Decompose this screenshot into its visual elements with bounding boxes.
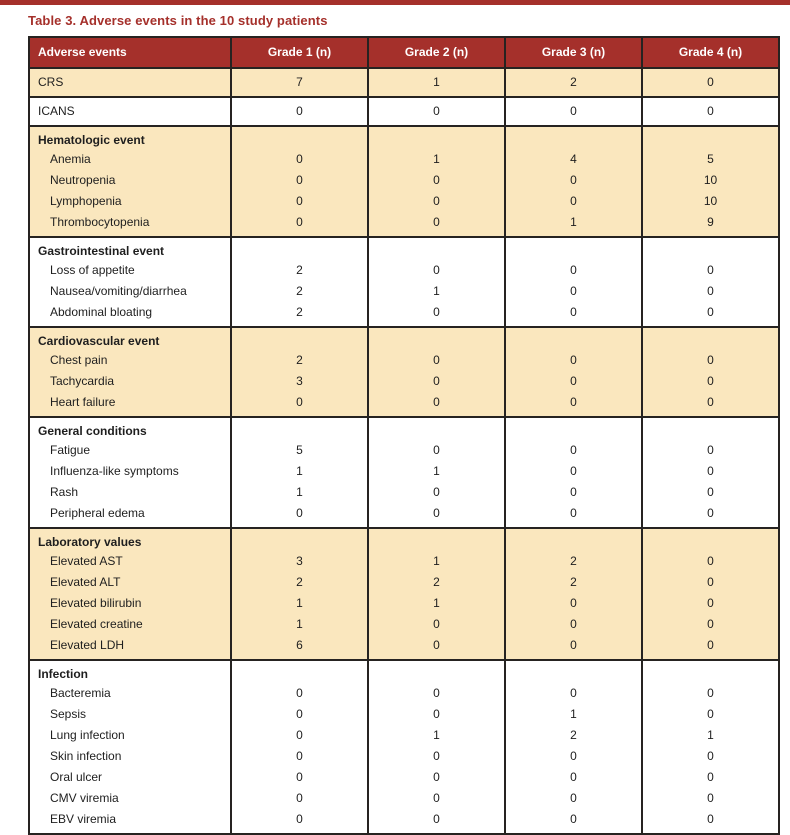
value-cell: 0 xyxy=(642,551,779,572)
value-cell: 2 xyxy=(231,281,368,302)
empty-value-cell xyxy=(505,660,642,683)
table-row xyxy=(29,212,779,237)
value-cell: 0 xyxy=(231,725,368,746)
table-row xyxy=(29,614,779,635)
value-cell: 0 xyxy=(642,260,779,281)
row-label-cell: Elevated creatine xyxy=(29,614,231,635)
value-cell: 0 xyxy=(505,788,642,809)
empty-value-cell xyxy=(231,417,368,440)
section-header-cell: Cardiovascular event xyxy=(29,327,231,350)
value-cell: 0 xyxy=(231,746,368,767)
section-header-row xyxy=(29,126,779,149)
value-cell: 1 xyxy=(368,593,505,614)
value-cell: 5 xyxy=(231,440,368,461)
empty-value-cell xyxy=(642,237,779,260)
row-label-cell: Elevated bilirubin xyxy=(29,593,231,614)
row-label-cell: Elevated AST xyxy=(29,551,231,572)
row-label-cell: Elevated ALT xyxy=(29,572,231,593)
value-cell: 1 xyxy=(368,68,505,97)
value-cell: 0 xyxy=(505,350,642,371)
empty-value-cell xyxy=(368,417,505,440)
empty-value-cell xyxy=(368,126,505,149)
table-row xyxy=(29,683,779,704)
value-cell: 1 xyxy=(231,482,368,503)
value-cell: 0 xyxy=(642,350,779,371)
value-cell: 0 xyxy=(505,260,642,281)
table-row xyxy=(29,68,779,97)
value-cell: 0 xyxy=(505,191,642,212)
value-cell: 0 xyxy=(231,767,368,788)
value-cell: 0 xyxy=(505,614,642,635)
value-cell: 0 xyxy=(642,68,779,97)
empty-value-cell xyxy=(368,528,505,551)
value-cell: 9 xyxy=(642,212,779,237)
value-cell: 0 xyxy=(231,212,368,237)
value-cell: 0 xyxy=(505,746,642,767)
top-red-strip xyxy=(0,0,790,5)
row-label-cell: Chest pain xyxy=(29,350,231,371)
value-cell: 0 xyxy=(642,746,779,767)
value-cell: 0 xyxy=(642,482,779,503)
section-header-cell: Hematologic event xyxy=(29,126,231,149)
value-cell: 0 xyxy=(642,572,779,593)
empty-value-cell xyxy=(505,237,642,260)
value-cell: 2 xyxy=(505,551,642,572)
empty-value-cell xyxy=(368,237,505,260)
value-cell: 0 xyxy=(505,482,642,503)
value-cell: 0 xyxy=(642,461,779,482)
column-header-cell: Grade 1 (n) xyxy=(231,37,368,68)
row-label-cell: CRS xyxy=(29,68,231,97)
value-cell: 0 xyxy=(642,281,779,302)
section-header-row xyxy=(29,417,779,440)
column-header-cell: Grade 4 (n) xyxy=(642,37,779,68)
value-cell: 0 xyxy=(505,767,642,788)
value-cell: 0 xyxy=(642,440,779,461)
value-cell: 0 xyxy=(505,461,642,482)
value-cell: 0 xyxy=(505,371,642,392)
table-row xyxy=(29,704,779,725)
empty-value-cell xyxy=(642,417,779,440)
row-label-cell: Heart failure xyxy=(29,392,231,417)
value-cell: 0 xyxy=(505,440,642,461)
value-cell: 2 xyxy=(231,350,368,371)
value-cell: 7 xyxy=(231,68,368,97)
value-cell: 1 xyxy=(505,704,642,725)
empty-value-cell xyxy=(642,528,779,551)
value-cell: 0 xyxy=(505,392,642,417)
value-cell: 0 xyxy=(231,704,368,725)
value-cell: 6 xyxy=(231,635,368,660)
row-label-cell: EBV viremia xyxy=(29,809,231,834)
empty-value-cell xyxy=(642,327,779,350)
empty-value-cell xyxy=(231,528,368,551)
value-cell: 1 xyxy=(368,725,505,746)
value-cell: 0 xyxy=(642,371,779,392)
section-header-cell: Gastrointestinal event xyxy=(29,237,231,260)
section-header-row xyxy=(29,660,779,683)
value-cell: 0 xyxy=(642,767,779,788)
value-cell: 0 xyxy=(231,809,368,834)
empty-value-cell xyxy=(505,417,642,440)
value-cell: 1 xyxy=(368,281,505,302)
value-cell: 3 xyxy=(231,551,368,572)
table-row xyxy=(29,149,779,170)
value-cell: 0 xyxy=(368,440,505,461)
value-cell: 0 xyxy=(368,746,505,767)
adverse-events-table xyxy=(28,36,780,835)
row-label-cell: Sepsis xyxy=(29,704,231,725)
section-header-cell: General conditions xyxy=(29,417,231,440)
empty-value-cell xyxy=(368,327,505,350)
table-row xyxy=(29,97,779,126)
value-cell: 0 xyxy=(368,482,505,503)
empty-value-cell xyxy=(231,660,368,683)
empty-value-cell xyxy=(505,126,642,149)
row-label-cell: Nausea/vomiting/diarrhea xyxy=(29,281,231,302)
table-row xyxy=(29,260,779,281)
value-cell: 0 xyxy=(505,97,642,126)
value-cell: 2 xyxy=(368,572,505,593)
row-label-cell: Fatigue xyxy=(29,440,231,461)
value-cell: 2 xyxy=(231,260,368,281)
value-cell: 0 xyxy=(368,260,505,281)
value-cell: 0 xyxy=(368,614,505,635)
row-label-cell: Thrombocytopenia xyxy=(29,212,231,237)
table-row xyxy=(29,809,779,834)
row-label-cell: Oral ulcer xyxy=(29,767,231,788)
value-cell: 0 xyxy=(231,683,368,704)
value-cell: 0 xyxy=(231,170,368,191)
value-cell: 2 xyxy=(505,68,642,97)
table-wrapper xyxy=(28,36,790,835)
value-cell: 0 xyxy=(368,704,505,725)
value-cell: 0 xyxy=(231,392,368,417)
value-cell: 0 xyxy=(231,191,368,212)
table-row xyxy=(29,440,779,461)
empty-value-cell xyxy=(642,126,779,149)
value-cell: 0 xyxy=(505,593,642,614)
empty-value-cell xyxy=(505,327,642,350)
row-label-cell: Anemia xyxy=(29,149,231,170)
empty-value-cell xyxy=(368,660,505,683)
section-header-row xyxy=(29,327,779,350)
row-label-cell: Tachycardia xyxy=(29,371,231,392)
value-cell: 1 xyxy=(505,212,642,237)
value-cell: 0 xyxy=(642,704,779,725)
empty-value-cell xyxy=(642,660,779,683)
value-cell: 0 xyxy=(368,635,505,660)
value-cell: 4 xyxy=(505,149,642,170)
value-cell: 0 xyxy=(368,788,505,809)
value-cell: 0 xyxy=(642,635,779,660)
value-cell: 1 xyxy=(368,149,505,170)
value-cell: 0 xyxy=(642,683,779,704)
table-row xyxy=(29,371,779,392)
value-cell: 1 xyxy=(368,551,505,572)
row-label-cell: CMV viremia xyxy=(29,788,231,809)
value-cell: 0 xyxy=(642,593,779,614)
table-row xyxy=(29,635,779,660)
value-cell: 1 xyxy=(231,461,368,482)
table-row xyxy=(29,350,779,371)
value-cell: 0 xyxy=(642,392,779,417)
value-cell: 0 xyxy=(505,302,642,327)
table-row xyxy=(29,503,779,528)
table-row xyxy=(29,746,779,767)
row-label-cell: Neutropenia xyxy=(29,170,231,191)
value-cell: 0 xyxy=(368,503,505,528)
value-cell: 0 xyxy=(642,503,779,528)
table-row xyxy=(29,392,779,417)
column-header-cell: Adverse events xyxy=(29,37,231,68)
table-header xyxy=(29,37,779,68)
column-header-cell: Grade 2 (n) xyxy=(368,37,505,68)
row-label-cell: ICANS xyxy=(29,97,231,126)
value-cell: 2 xyxy=(231,572,368,593)
table-row xyxy=(29,461,779,482)
row-label-cell: Influenza-like symptoms xyxy=(29,461,231,482)
section-header-row xyxy=(29,528,779,551)
empty-value-cell xyxy=(231,237,368,260)
value-cell: 1 xyxy=(642,725,779,746)
row-label-cell: Rash xyxy=(29,482,231,503)
value-cell: 0 xyxy=(368,371,505,392)
value-cell: 0 xyxy=(368,170,505,191)
empty-value-cell xyxy=(231,126,368,149)
value-cell: 0 xyxy=(642,809,779,834)
table-row xyxy=(29,482,779,503)
table-row xyxy=(29,788,779,809)
row-label-cell: Abdominal bloating xyxy=(29,302,231,327)
value-cell: 0 xyxy=(231,788,368,809)
value-cell: 0 xyxy=(368,683,505,704)
empty-value-cell xyxy=(231,327,368,350)
value-cell: 0 xyxy=(505,635,642,660)
value-cell: 1 xyxy=(231,593,368,614)
value-cell: 2 xyxy=(505,725,642,746)
value-cell: 1 xyxy=(368,461,505,482)
row-label-cell: Peripheral edema xyxy=(29,503,231,528)
column-header-cell: Grade 3 (n) xyxy=(505,37,642,68)
row-label-cell: Bacteremia xyxy=(29,683,231,704)
value-cell: 0 xyxy=(505,809,642,834)
table-title: Table 3. Adverse events in the 10 study patients xyxy=(28,13,328,28)
table-body xyxy=(29,68,779,834)
value-cell: 0 xyxy=(368,767,505,788)
row-label-cell: Elevated LDH xyxy=(29,635,231,660)
value-cell: 10 xyxy=(642,170,779,191)
value-cell: 0 xyxy=(368,191,505,212)
row-label-cell: Lung infection xyxy=(29,725,231,746)
value-cell: 0 xyxy=(505,281,642,302)
table-row xyxy=(29,191,779,212)
header-row xyxy=(29,37,779,68)
section-header-cell: Laboratory values xyxy=(29,528,231,551)
value-cell: 0 xyxy=(505,170,642,191)
value-cell: 10 xyxy=(642,191,779,212)
value-cell: 0 xyxy=(642,97,779,126)
value-cell: 5 xyxy=(642,149,779,170)
value-cell: 0 xyxy=(505,683,642,704)
row-label-cell: Skin infection xyxy=(29,746,231,767)
table-row xyxy=(29,572,779,593)
value-cell: 0 xyxy=(368,97,505,126)
table-row xyxy=(29,593,779,614)
value-cell: 0 xyxy=(368,350,505,371)
value-cell: 0 xyxy=(642,788,779,809)
value-cell: 0 xyxy=(368,392,505,417)
table-row xyxy=(29,281,779,302)
section-header-row xyxy=(29,237,779,260)
row-label-cell: Loss of appetite xyxy=(29,260,231,281)
value-cell: 0 xyxy=(231,503,368,528)
value-cell: 2 xyxy=(505,572,642,593)
value-cell: 3 xyxy=(231,371,368,392)
table-row xyxy=(29,170,779,191)
section-header-cell: Infection xyxy=(29,660,231,683)
value-cell: 0 xyxy=(368,212,505,237)
value-cell: 0 xyxy=(642,614,779,635)
value-cell: 0 xyxy=(231,149,368,170)
table-row xyxy=(29,551,779,572)
value-cell: 1 xyxy=(231,614,368,635)
empty-value-cell xyxy=(505,528,642,551)
value-cell: 0 xyxy=(231,97,368,126)
table-row xyxy=(29,767,779,788)
row-label-cell: Lymphopenia xyxy=(29,191,231,212)
value-cell: 2 xyxy=(231,302,368,327)
value-cell: 0 xyxy=(368,302,505,327)
value-cell: 0 xyxy=(642,302,779,327)
table-row xyxy=(29,302,779,327)
value-cell: 0 xyxy=(368,809,505,834)
value-cell: 0 xyxy=(505,503,642,528)
table-row xyxy=(29,725,779,746)
